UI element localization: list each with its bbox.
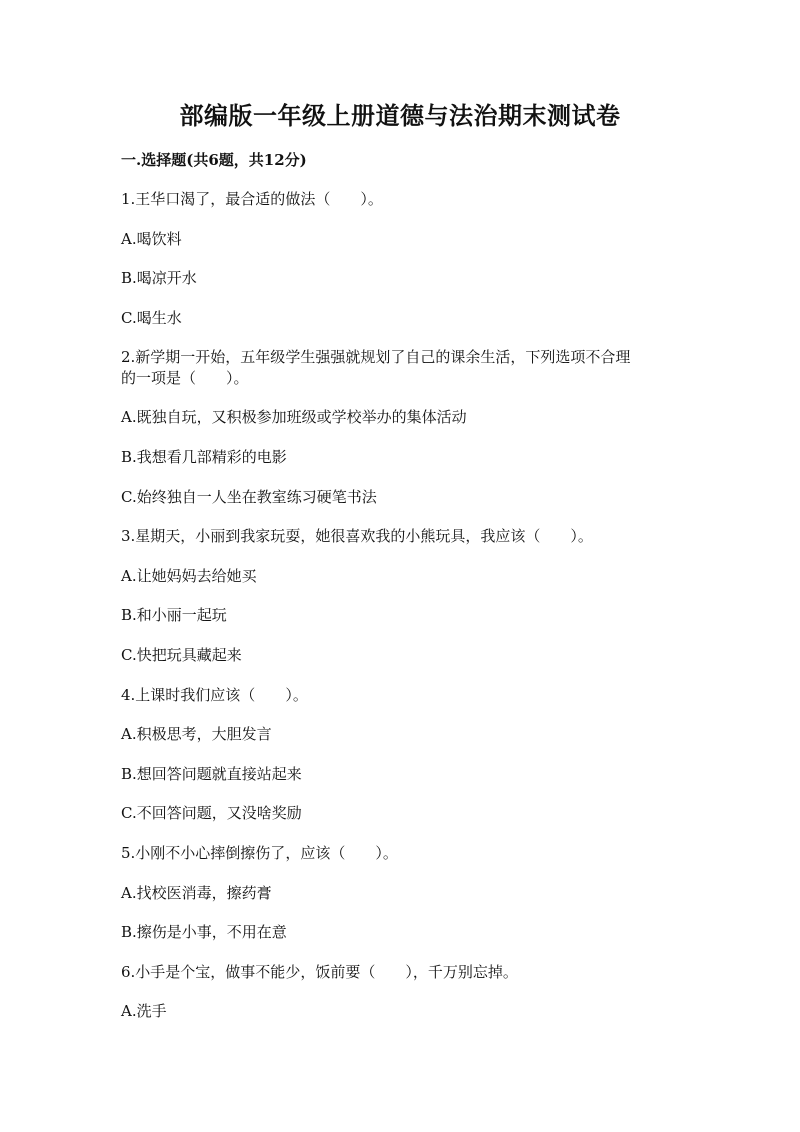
question-6-option-a: A.洗手 — [121, 1002, 167, 1020]
question-2-option-c: C.始终独自一人坐在教室练习硬笔书法 — [121, 488, 377, 506]
question-3-option-c: C.快把玩具藏起来 — [121, 646, 242, 664]
question-2-option-b: B.我想看几部精彩的电影 — [121, 448, 287, 466]
question-1-option-b: B.喝凉开水 — [121, 269, 197, 287]
question-2-stem-line-1: 2.新学期一开始，五年级学生强强就规划了自己的课余生活，下列选项不合理 — [121, 348, 631, 366]
question-3-option-b: B.和小丽一起玩 — [121, 606, 227, 624]
question-3-stem: 3.星期天，小丽到我家玩耍，她很喜欢我的小熊玩具，我应该（ ）。 — [121, 527, 593, 545]
question-4-option-b: B.想回答问题就直接站起来 — [121, 765, 302, 783]
question-1-option-c: C.喝生水 — [121, 309, 182, 327]
question-4-option-a: A.积极思考，大胆发言 — [121, 725, 272, 743]
question-5-stem: 5.小刚不小心摔倒擦伤了，应该（ ）。 — [121, 844, 398, 862]
question-6-stem: 6.小手是个宝，做事不能少，饭前要（ ），千万别忘掉。 — [121, 963, 518, 981]
page-title: 部编版一年级上册道德与法治期末测试卷 — [179, 101, 621, 130]
question-1-option-a: A.喝饮料 — [121, 230, 182, 248]
question-4-stem: 4.上课时我们应该（ ）。 — [121, 686, 308, 704]
question-3-option-a: A.让她妈妈去给她买 — [121, 567, 257, 585]
question-1-stem: 1.王华口渴了，最合适的做法（ ）。 — [121, 190, 383, 208]
question-2-option-a: A.既独自玩，又积极参加班级或学校举办的集体活动 — [121, 408, 467, 426]
question-2-stem-line-2: 的一项是（ ）。 — [121, 369, 249, 387]
question-4-option-c: C.不回答问题，又没啥奖励 — [121, 804, 302, 822]
section-heading: 一.选择题(共6题，共12分) — [121, 151, 307, 169]
question-5-option-a: A.找校医消毒，擦药膏 — [121, 884, 272, 902]
question-5-option-b: B.擦伤是小事，不用在意 — [121, 923, 287, 941]
